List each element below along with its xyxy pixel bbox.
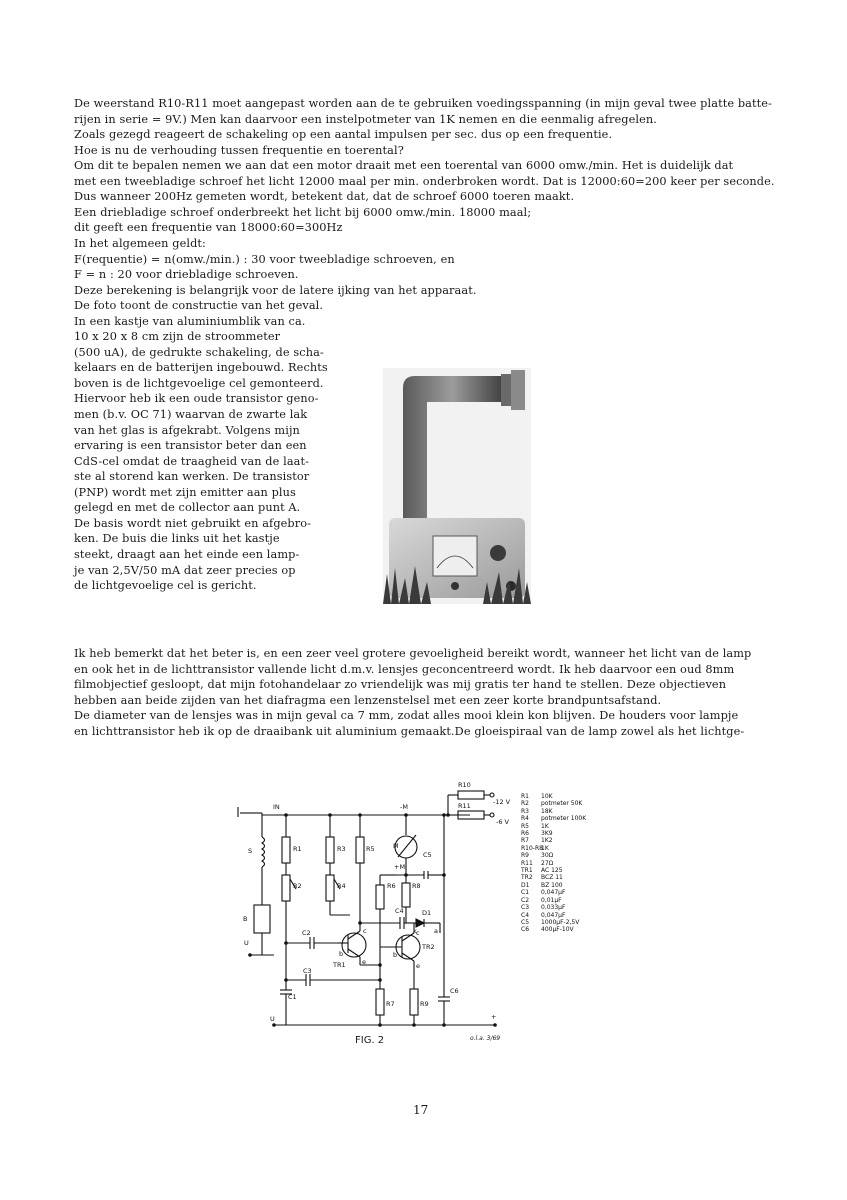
part-value: 10K bbox=[541, 793, 553, 800]
text-line: F(requentie) = n(omw./min.) : 30 voor tweebladige schroeven, en bbox=[74, 252, 455, 266]
part-ref: R4 bbox=[521, 815, 529, 823]
part-ref: C5 bbox=[521, 918, 530, 926]
label-b: B bbox=[243, 915, 248, 923]
part-value: 1K2 bbox=[541, 837, 553, 845]
label-tr1-base: b bbox=[339, 950, 344, 958]
part-ref: R10-R8 bbox=[521, 844, 543, 852]
text-line: kelaars en de batterijen ingebouwd. Rechts bbox=[74, 361, 328, 375]
label-tr1: TR1 bbox=[333, 961, 346, 969]
part-ref: TR2 bbox=[521, 874, 533, 882]
label-c2: C2 bbox=[302, 929, 311, 937]
text-line: rijen in serie = 9V.) Men kan daarvoor een instelpotmeter van 1K nemen en die eenmalig afregelen. bbox=[74, 112, 657, 126]
part-value: potmeter 50K bbox=[541, 800, 583, 808]
device-photo-image bbox=[383, 368, 531, 604]
text-line: Dus wanneer 200Hz gemeten wordt, betekent dat, dat de schroef 6000 toeren maakt. bbox=[74, 190, 575, 204]
label-r11: R11 bbox=[458, 802, 471, 810]
label-r10: R10 bbox=[458, 781, 471, 789]
text-line: en lichttransistor heb ik op de draaibank uit aluminium gemaakt.De gloeispiraal van de lamp zowel als het lichtge- bbox=[74, 725, 745, 738]
parts-list-row bbox=[521, 904, 586, 911]
text-line: ervaring is een transistor beter dan een bbox=[74, 439, 307, 453]
text-line: ken. De buis die links uit het kastje bbox=[74, 532, 280, 546]
label-r7: R7 bbox=[386, 1000, 395, 1008]
part-value: 1000μF-2,5V bbox=[541, 918, 580, 926]
text-line: gelegd en met de collector aan punt A. bbox=[74, 501, 301, 515]
text-line: In een kastje van aluminiumblik van ca. bbox=[74, 314, 306, 328]
label-s: S bbox=[248, 847, 253, 855]
part-ref: C4 bbox=[521, 911, 530, 919]
label-tr2: TR2 bbox=[422, 943, 435, 951]
label-u-top: U bbox=[244, 939, 249, 947]
part-ref: R7 bbox=[521, 837, 529, 845]
part-value: 0,01μF bbox=[541, 896, 562, 904]
label-r5: R5 bbox=[366, 845, 375, 853]
text-line: dit geeft een frequentie van 18000:60=300Hz bbox=[74, 221, 343, 235]
text-line: ste al storend kan werken. De transistor bbox=[74, 470, 310, 484]
parts-list-row bbox=[521, 845, 586, 852]
part-value: 0,033μF bbox=[541, 904, 566, 912]
part-ref: C6 bbox=[521, 926, 530, 934]
parts-list-row bbox=[521, 912, 586, 919]
label-r8: R8 bbox=[412, 882, 421, 890]
text-line: Hiervoor heb ik een oude transistor geno- bbox=[74, 392, 319, 406]
label-tr2-emitter: e bbox=[416, 962, 420, 970]
device-photo bbox=[383, 368, 531, 604]
parts-list-row bbox=[521, 793, 586, 800]
part-ref: R9 bbox=[521, 852, 529, 860]
label-c6: C6 bbox=[450, 987, 459, 995]
text-line: van het glas is afgekrabt. Volgens mijn bbox=[74, 423, 300, 437]
label-r9: R9 bbox=[420, 1000, 429, 1008]
label-plus: + bbox=[491, 1013, 497, 1021]
text-line: de lichtgevoelige cel is gericht. bbox=[74, 579, 257, 592]
text-line: hebben aan beide zijden van het diafragma een lenzenstelsel met een zeer korte brandpuntsafstand. bbox=[74, 693, 662, 707]
part-ref: R6 bbox=[521, 830, 529, 838]
parts-list-row bbox=[521, 867, 586, 874]
parts-list bbox=[521, 793, 586, 934]
text-line: (500 uA), de gedrukte schakeling, de scha- bbox=[74, 345, 324, 359]
label-d1-k: k bbox=[413, 927, 417, 935]
part-ref: R3 bbox=[521, 807, 529, 815]
parts-list-row bbox=[521, 926, 586, 933]
text-line: (PNP) wordt met zijn emitter aan plus bbox=[74, 485, 296, 499]
label-minus-12v: -12 V bbox=[493, 798, 511, 806]
part-ref: C1 bbox=[521, 889, 530, 897]
label-u-bottom: U bbox=[270, 1015, 275, 1023]
parts-list-row bbox=[521, 919, 586, 926]
part-value: BCZ 11 bbox=[541, 874, 563, 882]
text-line: 10 x 20 x 8 cm zijn de stroommeter bbox=[74, 330, 281, 344]
label-tr1-emitter: e bbox=[362, 958, 366, 966]
label-minus-6v: -6 V bbox=[496, 818, 509, 826]
part-value: 27Ω bbox=[541, 859, 554, 867]
part-value: 0,047μF bbox=[541, 889, 566, 897]
part-value: AC 125 bbox=[541, 867, 563, 875]
text-line: en ook het in de lichttransistor vallende licht d.m.v. lensjes geconcentreerd wordt. Ik heb daarvoor een oud 8mm bbox=[74, 662, 735, 676]
part-value: 400μF-10V bbox=[541, 926, 574, 934]
text-line: Een driebladige schroef onderbreekt het licht bij 6000 omw./min. 18000 maal; bbox=[74, 205, 532, 219]
part-value: 18K bbox=[541, 807, 553, 815]
label-in: IN bbox=[273, 803, 280, 811]
label-r1: R1 bbox=[293, 845, 302, 853]
part-ref: R2 bbox=[521, 800, 529, 808]
label-r6: R6 bbox=[387, 882, 396, 890]
part-value: 1K bbox=[541, 822, 549, 830]
label-tr1-collector: c bbox=[363, 927, 367, 935]
part-ref: TR1 bbox=[521, 867, 533, 875]
parts-list-row bbox=[521, 837, 586, 844]
text-line: met een tweebladige schroef het licht 12000 maal per min. onderbroken wordt. Dat is 12000:60=200 keer per seconde. bbox=[74, 174, 775, 188]
text-line: De diameter van de lensjes was in mijn geval ca 7 mm, zodat alles mooi klein kon blijven. De houders voor lampje bbox=[74, 709, 739, 723]
part-value: 3K9 bbox=[541, 830, 553, 838]
text-line: Deze berekening is belangrijk voor de latere ijking van het apparaat. bbox=[74, 283, 477, 297]
text-line: De basis wordt niet gebruikt en afgebro- bbox=[74, 516, 312, 530]
label-r2: R2 bbox=[293, 882, 302, 890]
parts-list-row bbox=[521, 874, 586, 881]
label-r4: R4 bbox=[337, 882, 346, 890]
parts-list-row bbox=[521, 882, 586, 889]
text-line: filmobjectief gesloopt, dat mijn fotohandelaar zo vriendelijk was mij gratis ter hand te stellen. Deze objectieven bbox=[74, 678, 727, 692]
part-value: BZ 100 bbox=[541, 881, 563, 889]
page-number: 17 bbox=[413, 1103, 429, 1117]
label-plus-m: +M bbox=[394, 863, 406, 871]
label-tr2-base: b bbox=[393, 951, 398, 959]
text-line: Hoe is nu de verhouding tussen frequentie en toerental? bbox=[74, 143, 404, 157]
text-line: men (b.v. OC 71) waarvan de zwarte lak bbox=[74, 408, 308, 421]
parts-list-row bbox=[521, 852, 586, 859]
label-d1-a: a bbox=[434, 927, 438, 935]
text-line: je van 2,5V/50 mA dat zeer precies op bbox=[74, 563, 296, 577]
part-ref: R1 bbox=[521, 793, 529, 800]
label-r3: R3 bbox=[337, 845, 346, 853]
label-minus-m: -M bbox=[400, 803, 408, 811]
part-value: 0,047μF bbox=[541, 911, 566, 919]
text-line: steekt, draagt aan het einde een lamp- bbox=[74, 548, 300, 561]
text-line: boven is de lichtgevoelige cel gemonteerd. bbox=[74, 376, 324, 390]
part-value: 30Ω bbox=[541, 852, 554, 860]
label-d1: D1 bbox=[422, 909, 432, 917]
label-c4: C4 bbox=[395, 907, 404, 915]
label-tr2-collector: c bbox=[416, 929, 420, 937]
parts-list-row bbox=[521, 815, 586, 822]
parts-list-row bbox=[521, 889, 586, 896]
text-line: Om dit te bepalen nemen we aan dat een motor draait met een toerental van 6000 omw./min. Het is duidelijk dat bbox=[74, 159, 734, 173]
text-line: Zoals gezegd reageert de schakeling op een aantal impulsen per sec. dus op een frequentie. bbox=[74, 128, 613, 142]
text-line: De weerstand R10-R11 moet aangepast worden aan de te gebruiken voedingsspanning (in mijn geval twee platte batte- bbox=[74, 97, 772, 110]
parts-list-row bbox=[521, 830, 586, 837]
text-line: Ik heb bemerkt dat het beter is, en een zeer veel grotere gevoeligheid bereikt wordt, wanneer het licht van de lamp bbox=[74, 647, 752, 660]
parts-list-row bbox=[521, 897, 586, 904]
text-line: In het algemeen geldt: bbox=[74, 237, 206, 250]
text-line: F = n : 20 voor driebladige schroeven. bbox=[74, 268, 299, 282]
parts-list-row bbox=[521, 800, 586, 807]
parts-list-row bbox=[521, 808, 586, 815]
part-ref: C3 bbox=[521, 904, 530, 912]
label-c3: C3 bbox=[303, 967, 312, 975]
part-ref: D1 bbox=[521, 881, 530, 889]
part-ref: R11 bbox=[521, 859, 533, 867]
parts-list-row bbox=[521, 860, 586, 867]
part-ref: C2 bbox=[521, 896, 530, 904]
figure-caption: FIG. 2 bbox=[355, 1035, 385, 1046]
label-meter-m: M bbox=[393, 842, 399, 850]
part-ref: R5 bbox=[521, 822, 529, 830]
label-c1: C1 bbox=[288, 993, 297, 1001]
figure-signature: o.l.a. 3/69 bbox=[470, 1035, 501, 1042]
text-line: CdS-cel omdat de traagheid van de laat- bbox=[74, 454, 310, 468]
parts-list-row bbox=[521, 823, 586, 830]
text-line: De foto toont de constructie van het geval. bbox=[74, 299, 324, 313]
label-c5: C5 bbox=[423, 851, 432, 859]
part-value: potmeter 100K bbox=[541, 815, 587, 823]
part-value: 1K bbox=[541, 844, 549, 852]
